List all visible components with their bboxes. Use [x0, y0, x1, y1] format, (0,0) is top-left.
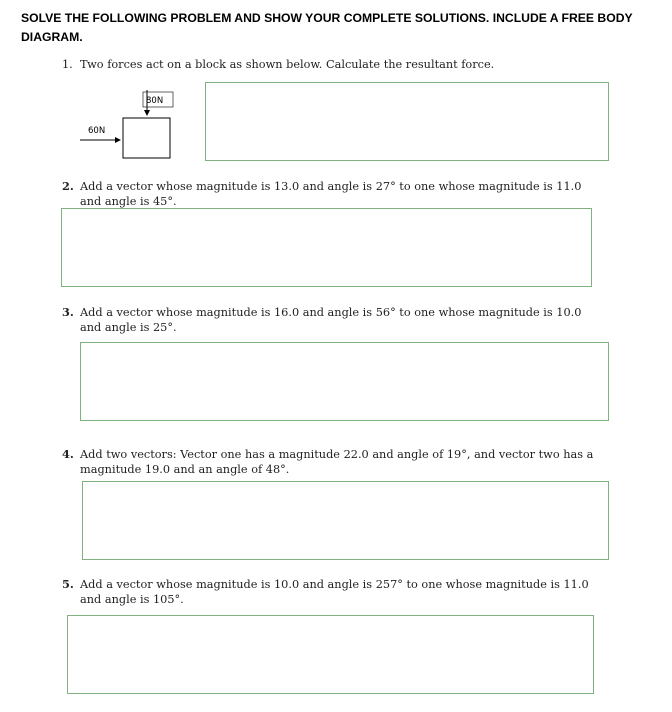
problem-3-line1: Add a vector whose magnitude is 16.0 and angle is 56° to one whose magnitude is 10.0: [80, 306, 582, 319]
problem-1-text: Two forces act on a block as shown below. Calculate the resultant force.: [80, 58, 495, 71]
force-right-label: 60N: [88, 126, 106, 136]
problem-3-line2: and angle is 25°.: [80, 321, 177, 334]
problem-3-number: 3.: [62, 305, 74, 319]
problem-5-line2: and angle is 105°.: [80, 593, 184, 606]
problem-2-line2: and angle is 45°.: [80, 195, 177, 208]
problem-2: [62, 179, 652, 209]
problem-5: [62, 577, 662, 607]
answer-box-5[interactable]: [67, 615, 594, 694]
block: [123, 118, 170, 158]
answer-box-4[interactable]: [82, 481, 609, 560]
answer-box-3[interactable]: [80, 342, 609, 421]
problem-4-line1: Add two vectors: Vector one has a magnitude 22.0 and angle of 19°, and vector two has a: [80, 448, 594, 461]
answer-box-2[interactable]: [61, 208, 592, 287]
problem-5-number: 5.: [62, 577, 74, 591]
diagram-svg: [76, 86, 186, 166]
problem-1-number: 1.: [62, 58, 73, 71]
force-down-label: 80N: [146, 96, 164, 106]
problem-4: [62, 447, 662, 477]
problem-3: [62, 305, 652, 335]
problem-2-line1: Add a vector whose magnitude is 13.0 and angle is 27° to one whose magnitude is 11.0: [80, 180, 582, 193]
problem-2-number: 2.: [62, 179, 74, 193]
problem-1: [62, 57, 642, 72]
problem-4-number: 4.: [62, 447, 74, 461]
problem-4-line2: magnitude 19.0 and an angle of 48°.: [80, 463, 290, 476]
free-body-diagram: [76, 86, 186, 166]
instructions-heading: SOLVE THE FOLLOWING PROBLEM AND SHOW YOUR COMPLETE SOLUTIONS. INCLUDE A FREE BODY DIAGRAM.: [21, 11, 633, 44]
answer-box-1[interactable]: [205, 82, 609, 161]
problem-5-line1: Add a vector whose magnitude is 10.0 and angle is 257° to one whose magnitude is 11.0: [80, 578, 589, 591]
